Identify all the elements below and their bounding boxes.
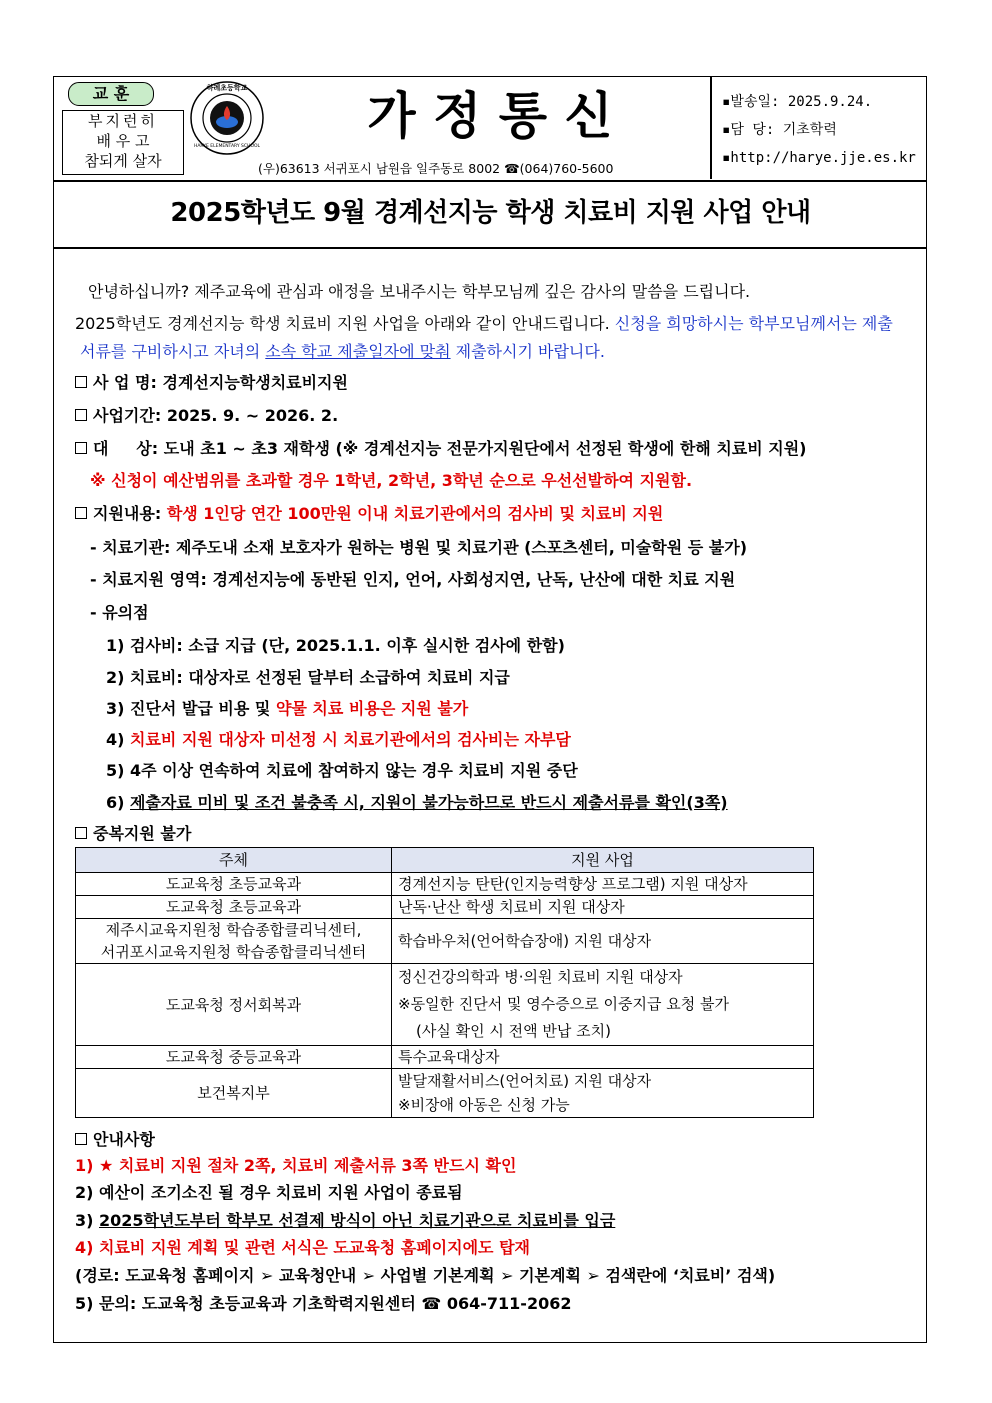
- program-line: (사실 확인 시 전액 반납 조치): [416, 1022, 611, 1040]
- program-period-label: 사업기간:: [93, 406, 162, 425]
- table-cell-org: 보건복지부: [76, 1069, 392, 1118]
- school-address: (우)63613 서귀포시 남원읍 일주동로 8002 ☎(064)760-5600: [258, 161, 614, 176]
- note-3: [106, 696, 468, 719]
- program-line: ※동일한 진단서 및 영수증으로 이중지급 요청 불가: [398, 995, 729, 1013]
- note-4: [106, 727, 571, 750]
- intro-highlight: 신청을 희망하시는 학부모님께서는 제출: [609, 314, 893, 333]
- note-highlight: 약물 치료 비용은 지원 불가: [275, 699, 469, 718]
- org-line: 서귀포시교육지원청 학습종합클리닉센터: [100, 943, 367, 961]
- guide-heading-text: 안내사항: [93, 1130, 155, 1149]
- table-cell-program: 난독·난산 학생 치료비 지원 대상자: [392, 896, 814, 919]
- table-row: [76, 964, 814, 1046]
- intro-line-2: [75, 311, 893, 334]
- duplicate-heading-text: 중복지원 불가: [93, 824, 192, 843]
- contact-person: ▪담 당: 기초학력: [722, 122, 837, 138]
- intro-highlight: 제출하시기 바랍니다.: [450, 342, 605, 361]
- program-target-note: ※ 신청이 예산범위를 초과할 경우 1학년, 2학년, 3학년 순으로 우선선발하여 지원함.: [90, 471, 693, 490]
- program-target: 도내 초1 ~ 초3 재학생 (※ 경계선지능 전문가지원단에서 선정된 학생에 한해 치료비 지원): [163, 439, 807, 458]
- program-content-item: [75, 501, 663, 524]
- checkbox-square-icon: [75, 507, 87, 519]
- table-cell-org: [76, 919, 392, 964]
- org-line: 제주시교육지원청 학습종합클리닉센터,: [105, 921, 362, 939]
- table-cell-program: [392, 1069, 814, 1118]
- motto-badge: 교 훈: [68, 82, 154, 106]
- table-row: [76, 896, 814, 919]
- table-cell-program: 학습바우처(언어학습장애) 지원 대상자: [392, 919, 814, 964]
- school-url[interactable]: ▪http://harye.jje.es.kr: [722, 150, 916, 166]
- header-info: [722, 88, 916, 172]
- table-row: [76, 873, 814, 896]
- intro-highlight: 서류를 구비하시고 자녀의: [80, 342, 266, 361]
- notice-title: 2025학년도 9월 경계선지능 학생 치료비 지원 사업 안내: [170, 198, 811, 228]
- motto-line: 배 우 고: [96, 132, 150, 150]
- guide-4: 4) 치료비 지원 계획 및 관련 서식은 도교육청 홈페이지에도 탑재: [75, 1238, 530, 1257]
- note-underline: 제출자료 미비 및 조건 불충족 시, 지원이 불가능하므로 반드시 제출서류를 확인(3쪽): [130, 793, 728, 812]
- checkbox-square-icon: [75, 409, 87, 421]
- program-line: 발달재활서비스(언어치료) 지원 대상자: [398, 1072, 652, 1090]
- checkbox-square-icon: [75, 376, 87, 388]
- duplicate-heading: [75, 821, 191, 844]
- motto-box: [62, 110, 184, 175]
- program-content: 학생 1인당 연간 100만원 이내 치료기관에서의 검사비 및 치료비 지원: [166, 504, 664, 523]
- guide-underline: 2025학년도부터 학부모 선결제 방식이 아닌 치료기관으로 치료비를 입금: [99, 1211, 616, 1230]
- intro-underline: 소속 학교 제출일자에 맞춰: [265, 342, 451, 361]
- table-cell-org: 도교육청 초등교육과: [76, 873, 392, 896]
- table-cell-org: 도교육청 중등교육과: [76, 1046, 392, 1069]
- note-text: 4): [106, 730, 131, 749]
- guide-5: 5) 문의: 도교육청 초등교육과 기초학력지원센터 ☎ 064-711-2062: [75, 1294, 572, 1313]
- table-row: [76, 919, 814, 964]
- motto-line: 참되게 살자: [84, 152, 162, 170]
- school-logo-english: HARYE ELEMENTARY SCHOOL: [193, 144, 261, 149]
- program-name: 경계선지능학생치료비지원: [162, 373, 348, 392]
- note-text: 6): [106, 793, 131, 812]
- guide-heading: [75, 1127, 155, 1150]
- program-name-label: 사 업 명:: [93, 373, 157, 392]
- program-line: ※비장애 아동은 신청 가능: [398, 1096, 570, 1114]
- table-cell-org: 도교육청 초등교육과: [76, 896, 392, 919]
- intro-line-3: [80, 339, 605, 362]
- program-line: 정신건강의학과 병·의원 치료비 지원 대상자: [398, 968, 683, 986]
- program-name-item: [75, 370, 348, 393]
- program-caution: - 유의점: [90, 603, 149, 622]
- table-row: [76, 1046, 814, 1069]
- table-header-org: 주체: [76, 848, 392, 873]
- table-cell-program: [392, 964, 814, 1046]
- duplicate-support-table: [75, 847, 814, 1118]
- checkbox-square-icon: [75, 442, 87, 454]
- guide-1: 1) ★ 치료비 지원 절차 2쪽, 치료비 제출서류 3쪽 반드시 확인: [75, 1156, 517, 1175]
- guide-3: [75, 1208, 615, 1231]
- note-5: 5) 4주 이상 연속하여 치료에 참여하지 않는 경우 치료비 지원 중단: [106, 761, 578, 780]
- program-period-item: [75, 403, 338, 426]
- table-row: [76, 1069, 814, 1118]
- note-1: 1) 검사비: 소급 지급 (단, 2025.1.1. 이후 실시한 검사에 한함): [106, 636, 565, 655]
- note-highlight: 치료비 지원 대상자 미선정 시 치료기관에서의 검사비는 자부담: [130, 730, 571, 749]
- guide-path: (경로: 도교육청 홈페이지 ➢ 교육청안내 ➢ 사업별 기본계획 ➢ 기본계획 ➢ 검색란에 ‘치료비’ 검색): [75, 1266, 776, 1285]
- motto-line: 부지런히: [88, 112, 158, 130]
- table-cell-program: 경계선지능 탄탄(인지능력향상 프로그램) 지원 대상자: [392, 873, 814, 896]
- program-area: - 치료지원 영역: 경계선지능에 동반된 인지, 언어, 사회성지연, 난독, 난산에 대한 치료 지원: [90, 570, 736, 589]
- program-institution: - 치료기관: 제주도내 소재 보호자가 원하는 병원 및 치료기관 (스포츠센터, 미술학원 등 불가): [90, 538, 748, 557]
- issue-date: ▪발송일: 2025.9.24.: [722, 94, 873, 110]
- program-target-label: 대 상:: [93, 439, 159, 458]
- school-logo: [189, 80, 265, 156]
- checkbox-square-icon: [75, 827, 87, 839]
- table-cell-program: 특수교육대상자: [392, 1046, 814, 1069]
- page-title: 가 정 통 신: [367, 86, 613, 145]
- note-6: [106, 790, 728, 813]
- table-header-row: [76, 848, 814, 873]
- guide-2: 2) 예산이 조기소진 될 경우 치료비 지원 사업이 종료됨: [75, 1183, 463, 1202]
- program-target-item: [75, 436, 807, 459]
- intro-text: 2025학년도 경계선지능 학생 치료비 지원 사업을 아래와 같이 안내드립니다.: [75, 314, 610, 333]
- note-text: 3) 진단서 발급 비용 및: [106, 699, 276, 718]
- guide-text: 3): [75, 1211, 100, 1230]
- checkbox-square-icon: [75, 1133, 87, 1145]
- program-content-label: 지원내용:: [93, 504, 162, 523]
- school-logo-name: 하례초등학교: [206, 84, 248, 92]
- header-divider: [710, 76, 712, 179]
- table-header-program: 지원 사업: [392, 848, 814, 873]
- program-period: 2025. 9. ~ 2026. 2.: [166, 406, 339, 425]
- note-2: 2) 치료비: 대상자로 선정된 달부터 소급하여 치료비 지급: [106, 668, 510, 687]
- intro-greeting: 안녕하십니까? 제주교육에 관심과 애정을 보내주시는 학부모님께 깊은 감사의 말씀을 드립니다.: [88, 282, 751, 301]
- table-cell-org: 도교육청 정서회복과: [76, 964, 392, 1046]
